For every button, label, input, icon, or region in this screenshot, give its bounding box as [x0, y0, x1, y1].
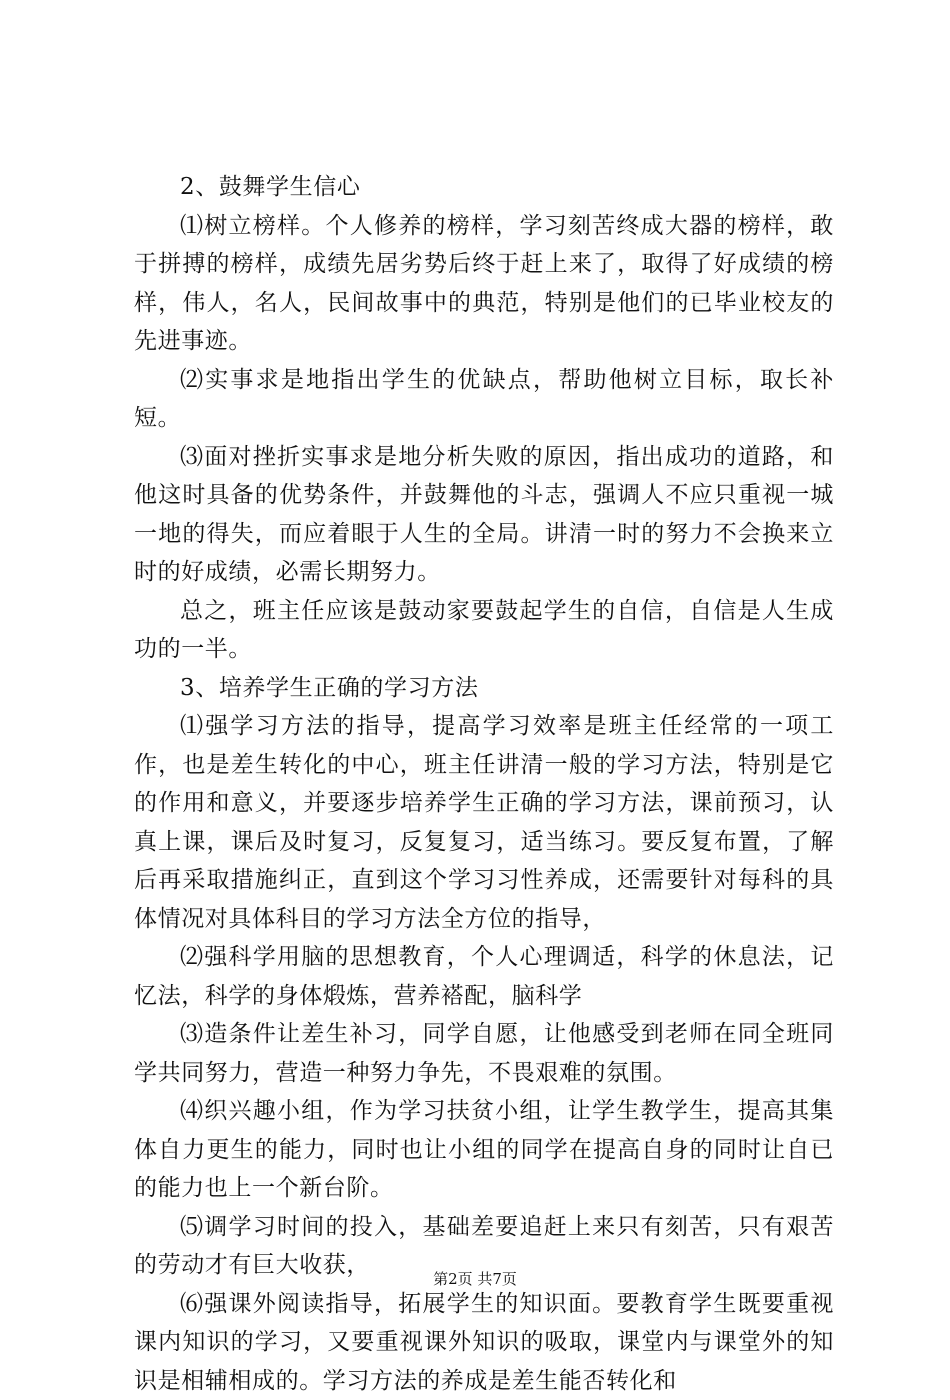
paragraph: ⑵实事求是地指出学生的优缺点，帮助他树立目标，取长补短。 — [134, 361, 834, 438]
page-number-footer: 第2页 共7页 — [0, 1268, 950, 1289]
heading-learning-methods: 3、培养学生正确的学习方法 — [134, 669, 834, 708]
paragraph: ⑶造条件让差生补习，同学自愿，让他感受到老师在同全班同学共同努力，营造一种努力争先，不畏艰难的氛围。 — [134, 1015, 834, 1092]
heading-encourage-confidence: 2、鼓舞学生信心 — [134, 168, 834, 207]
paragraph: ⑹强课外阅读指导，拓展学生的知识面。要教育学生既要重视课内知识的学习，又要重视课外知识的吸取，课堂内与课堂外的知识是相辅相成的。学习方法的养成是差生能否转化和 — [134, 1285, 834, 1400]
paragraph: ⑶面对挫折实事求是地分析失败的原因，指出成功的道路，和他这时具备的优势条件，并鼓舞他的斗志，强调人不应只重视一城一地的得失，而应着眼于人生的全局。讲清一时的努力不会换来立时的好成绩，必需长期努力。 — [134, 438, 834, 592]
paragraph: ⑷织兴趣小组，作为学习扶贫小组，让学生教学生，提高其集体自力更生的能力，同时也让小组的同学在提高自身的同时让自已的能力也上一个新台阶。 — [134, 1092, 834, 1208]
paragraph: ⑴树立榜样。个人修养的榜样，学习刻苦终成大器的榜样，敢于拼搏的榜样，成绩先居劣势后终于赶上来了，取得了好成绩的榜样，伟人，名人，民间故事中的典范，特别是他们的已毕业校友的先进事迹。 — [134, 207, 834, 361]
paragraph: ⑴强学习方法的指导，提高学习效率是班主任经常的一项工作，也是差生转化的中心，班主任讲清一般的学习方法，特别是它的作用和意义，并要逐步培养学生正确的学习方法，课前预习，认真上课，课后及时复习，反复复习，适当练习。要反复布置，了解后再采取措施纠正，直到这个学习习性养成，还需要针对每科的具体情况对具体科目的学习方法全方位的指导， — [134, 707, 834, 938]
paragraph: ⑵强科学用脑的思想教育，个人心理调适，科学的休息法，记忆法，科学的身体煅炼，营养褡配，脑科学 — [134, 938, 834, 1015]
paragraph: ⑸调学习时间的投入，基础差要追赶上来只有刻苦，只有艰苦的劳动才有巨大收获， — [134, 1208, 834, 1285]
document-body — [134, 168, 834, 1400]
paragraph: 总之，班主任应该是鼓动家要鼓起学生的自信，自信是人生成功的一半。 — [134, 592, 834, 669]
